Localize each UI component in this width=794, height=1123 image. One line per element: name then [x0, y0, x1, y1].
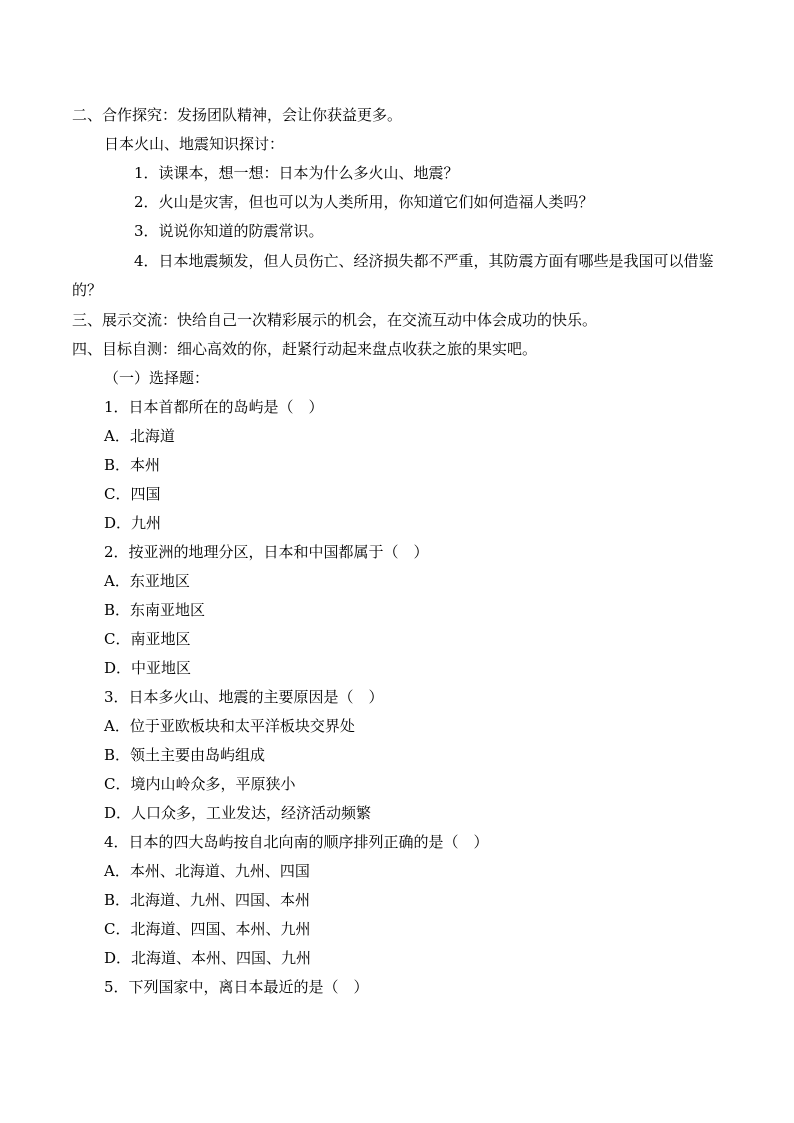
question-3-stem: 3．日本多火山、地震的主要原因是（ ）: [104, 688, 384, 706]
question-4-option-a: A．本州、北海道、九州、四国: [104, 862, 310, 880]
question-2-option-b: B．东南亚地区: [104, 601, 206, 619]
question-2-option-c: C．南亚地区: [104, 630, 191, 648]
question-1-option-c: C．四国: [104, 485, 161, 503]
question-1-stem: 1．日本首都所在的岛屿是（ ）: [104, 398, 324, 416]
discussion-question-4: 4．日本地震频发，但人员伤亡、经济损失都不严重，其防震方面有哪些是我国可以借鉴的？: [72, 252, 714, 299]
question-2-option-a: A．东亚地区: [104, 572, 190, 590]
section-3-title: 三、展示交流：快给自己一次精彩展示的机会，在交流互动中体会成功的快乐。: [72, 311, 598, 329]
question-4-option-b: B．北海道、九州、四国、本州: [104, 891, 311, 909]
question-2-stem: 2．按亚洲的地理分区，日本和中国都属于（ ）: [104, 543, 429, 561]
question-3-option-d: D．人口众多，工业发达，经济活动频繁: [104, 804, 372, 822]
question-1-option-a: A．北海道: [104, 427, 175, 445]
section-2-subtitle: 日本火山、地震知识探讨：: [104, 135, 285, 153]
question-4-option-c: C．北海道、四国、本州、九州: [104, 920, 311, 938]
question-4-stem: 4．日本的四大岛屿按自北向南的顺序排列正确的是（ ）: [104, 833, 489, 851]
question-4-option-d: D．北海道、本州、四国、九州: [104, 949, 312, 967]
question-3-option-a: A．位于亚欧板块和太平洋板块交界处: [104, 717, 355, 735]
question-3-option-b: B．领土主要由岛屿组成: [104, 746, 266, 764]
question-1-option-b: B．本州: [104, 456, 161, 474]
section-4-subtitle: （一）选择题：: [104, 369, 210, 387]
section-2-title: 二、合作探究：发扬团队精神，会让你获益更多。: [72, 106, 403, 124]
question-5-stem: 5．下列国家中，离日本最近的是（ ）: [104, 978, 369, 996]
question-2-option-d: D．中亚地区: [104, 659, 192, 677]
question-1-option-d: D．九州: [104, 514, 162, 532]
discussion-question-2: 2．火山是灾害，但也可以为人类所用，你知道它们如何造福人类吗？: [134, 193, 594, 211]
question-3-option-c: C．境内山岭众多，平原狭小: [104, 775, 296, 793]
section-4-title: 四、目标自测：细心高效的你，赶紧行动起来盘点收获之旅的果实吧。: [72, 340, 538, 358]
discussion-question-3: 3．说说你知道的防震常识。: [134, 222, 324, 240]
discussion-question-1: 1．读课本，想一想：日本为什么多火山、地震？: [134, 164, 459, 182]
